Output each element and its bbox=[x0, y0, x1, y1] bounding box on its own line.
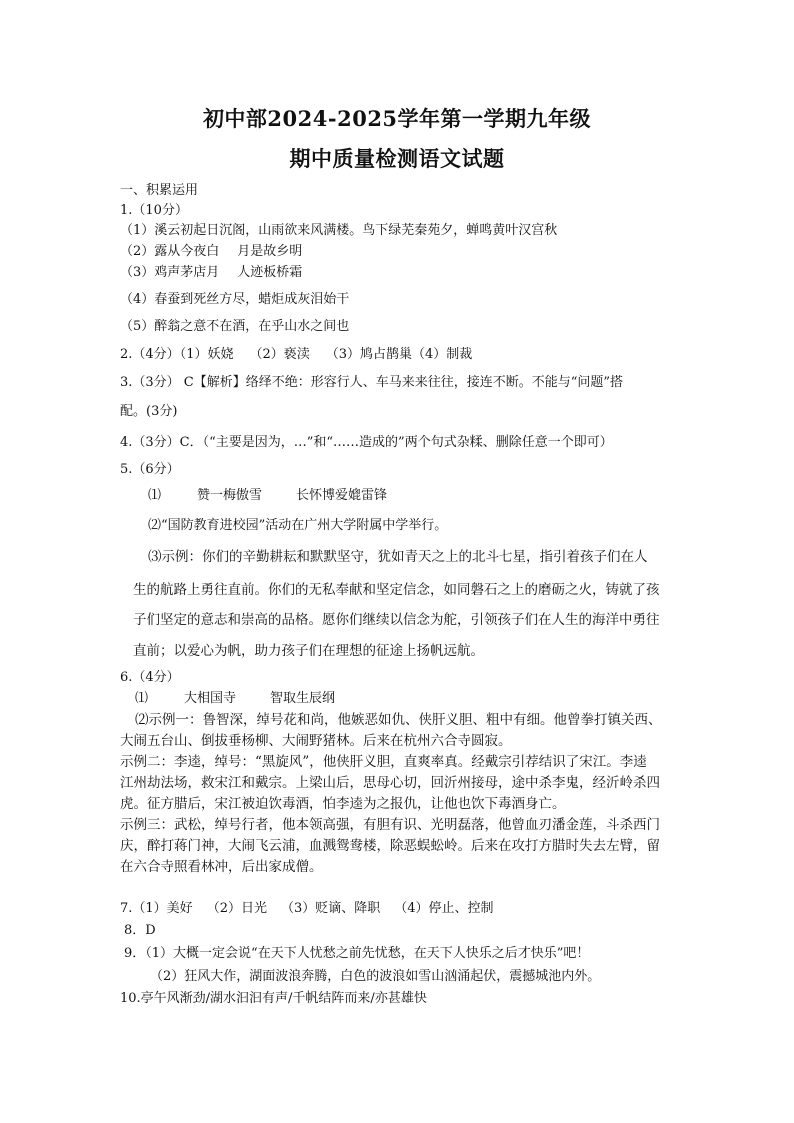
q1-answer-5: （5）醉翁之意不在酒，在乎山水之间也 bbox=[120, 319, 350, 334]
q2-part-2: （2）亵渎 bbox=[249, 347, 310, 362]
q6-example-line-2: 大闹五台山、倒拔垂杨柳、大闹野猪林。后来在杭州六合寺圆寂。 bbox=[120, 733, 512, 749]
q5-heading: 5.（6分） bbox=[120, 462, 180, 477]
page-subtitle: 期中质量检测语文试题 bbox=[289, 146, 505, 171]
q2-part-3: （3）鸠占鹊巢 bbox=[325, 347, 413, 362]
q1-answer-2b: 月是故乡明 bbox=[237, 244, 303, 259]
q1-answer-2 bbox=[120, 244, 302, 260]
q6-sub-1 bbox=[135, 691, 335, 707]
q3-line-2: 配。(3分) bbox=[120, 404, 178, 419]
q5-sub-1-lower: 长怀博爱媲雷锋 bbox=[296, 488, 388, 503]
q7-part-3: （3）贬谪、降职 bbox=[280, 901, 381, 916]
q9-line-2: （2）狂风大作，湖面波浪奔腾，白色的波浪如雪山汹涌起伏，震撼城池内外。 bbox=[150, 969, 601, 984]
q6-example-line-3: 示例二：李逵，绰号：“黑旋风”，他侠肝义胆，直爽率真。经戴宗引荐结识了宋江。李逵 bbox=[120, 754, 647, 770]
q2-line bbox=[120, 347, 472, 363]
q6-example-line-6: 示例三：武松，绰号行者，他本领高强，有胆有识、光明磊落，他曾血刃潘金莲，斗杀西门 bbox=[120, 817, 660, 833]
q6-sub-1-num: ⑴ bbox=[135, 691, 149, 706]
q2-part-1: （1）妖娆 bbox=[179, 347, 234, 362]
q6-example-line-4: 江州劫法场，救宋江和戴宗。上梁山后，思母心切，回沂州接母，途中杀李鬼，经沂岭杀四 bbox=[120, 775, 660, 791]
section-heading: 一、积累运用 bbox=[120, 183, 199, 198]
q1-heading: 1.（10分） bbox=[120, 203, 188, 218]
q8-line: 8．D bbox=[124, 923, 156, 938]
q5-sub-3-line-4: 直前；以爱心为帆，助力孩子们在理想的征途上扬帆远航。 bbox=[133, 643, 484, 659]
q10-line: 10.亭午风渐劲/湖水汩汩有声/千帆结阵而来/亦甚雄快 bbox=[120, 991, 427, 1006]
q2-part-4: （4）制裁 bbox=[412, 347, 473, 362]
q1-answer-3b: 人迹板桥霜 bbox=[237, 265, 303, 280]
q1-answer-3 bbox=[120, 265, 302, 281]
q5-sub-3-line-3: 子们坚定的意志和崇高的品格。愿你们继续以信念为舵，引领孩子们在人生的海洋中勇往 bbox=[133, 612, 660, 628]
q7-part-2: （2）日光 bbox=[206, 901, 267, 916]
q7-part-1: 7.（1）美好 bbox=[120, 901, 193, 916]
q9-line-1: 9．（1）大概一定会说“在天下人忧愁之前先忧愁，在天下人快乐之后才快乐”吧！ bbox=[124, 946, 590, 961]
q6-example-line-5: 虎。征方腊后，宋江被迫饮毒酒，怕李逵为之报仇，让他也饮下毒酒身亡。 bbox=[120, 796, 566, 812]
q3-line-1: 3.（3分） C【解析】络绎不绝：形容行人、车马来来往往，接连不断。不能与“问题”搭 bbox=[120, 375, 624, 390]
q7-part-4: （4）停止、控制 bbox=[394, 901, 494, 916]
q7-line bbox=[120, 901, 494, 917]
q5-sub-1-num: ⑴ bbox=[148, 488, 162, 503]
q6-sub-1-event: 智取生辰纲 bbox=[270, 691, 336, 706]
q5-sub-3-line-1: ⑶示例：你们的辛勤耕耘和默默坚守，犹如青天之上的北斗七星，指引着孩子们在人 bbox=[148, 549, 648, 565]
q6-example-line-1: ⑵示例一：鲁智深，绰号花和尚，他嫉恶如仇、侠肝义胆、粗中有细。他曾拳打镇关西、 bbox=[135, 712, 662, 728]
q2-heading: 2.（4分） bbox=[120, 347, 180, 362]
q4-line: 4.（3分）C．（“主要是因为，…”和“……造成的”两个句式杂糅、删除任意一个即可） bbox=[120, 435, 613, 450]
q6-example-line-7: 庆，醉打蒋门神，大闹飞云浦，血溅鸳鸯楼，除恶蜈蚣岭。后来在攻打方腊时失去左臂，留 bbox=[120, 838, 660, 854]
q1-answer-2a: （2）露从今夜白 bbox=[120, 244, 220, 259]
q6-heading: 6.（4分） bbox=[120, 670, 180, 685]
q6-example-line-8: 在六合寺照看林冲，后出家成僧。 bbox=[120, 859, 323, 875]
q6-sub-1-place: 大相国寺 bbox=[184, 691, 237, 706]
q5-sub-1 bbox=[148, 488, 387, 504]
q5-sub-1-upper: 赞一梅傲雪 bbox=[197, 488, 263, 503]
q1-answer-1: （1）溪云初起日沉阁，山雨欲来风满楼。鸟下绿芜秦苑夕，蝉鸣黄叶汉宫秋 bbox=[120, 223, 558, 238]
q5-sub-2: ⑵“国防教育进校园”活动在广州大学附属中学举行。 bbox=[148, 518, 448, 533]
page-title: 初中部2024-2025学年第一学期九年级 bbox=[202, 106, 592, 131]
q1-answer-3a: （3）鸡声茅店月 bbox=[120, 265, 220, 280]
q1-answer-4: （4）春蚕到死丝方尽，蜡炬成灰泪始干 bbox=[120, 292, 350, 307]
q5-sub-3-line-2: 生的航路上勇往直前。你们的无私奉献和坚定信念，如同磐石之上的磨砺之火，铸就了孩 bbox=[133, 582, 660, 598]
